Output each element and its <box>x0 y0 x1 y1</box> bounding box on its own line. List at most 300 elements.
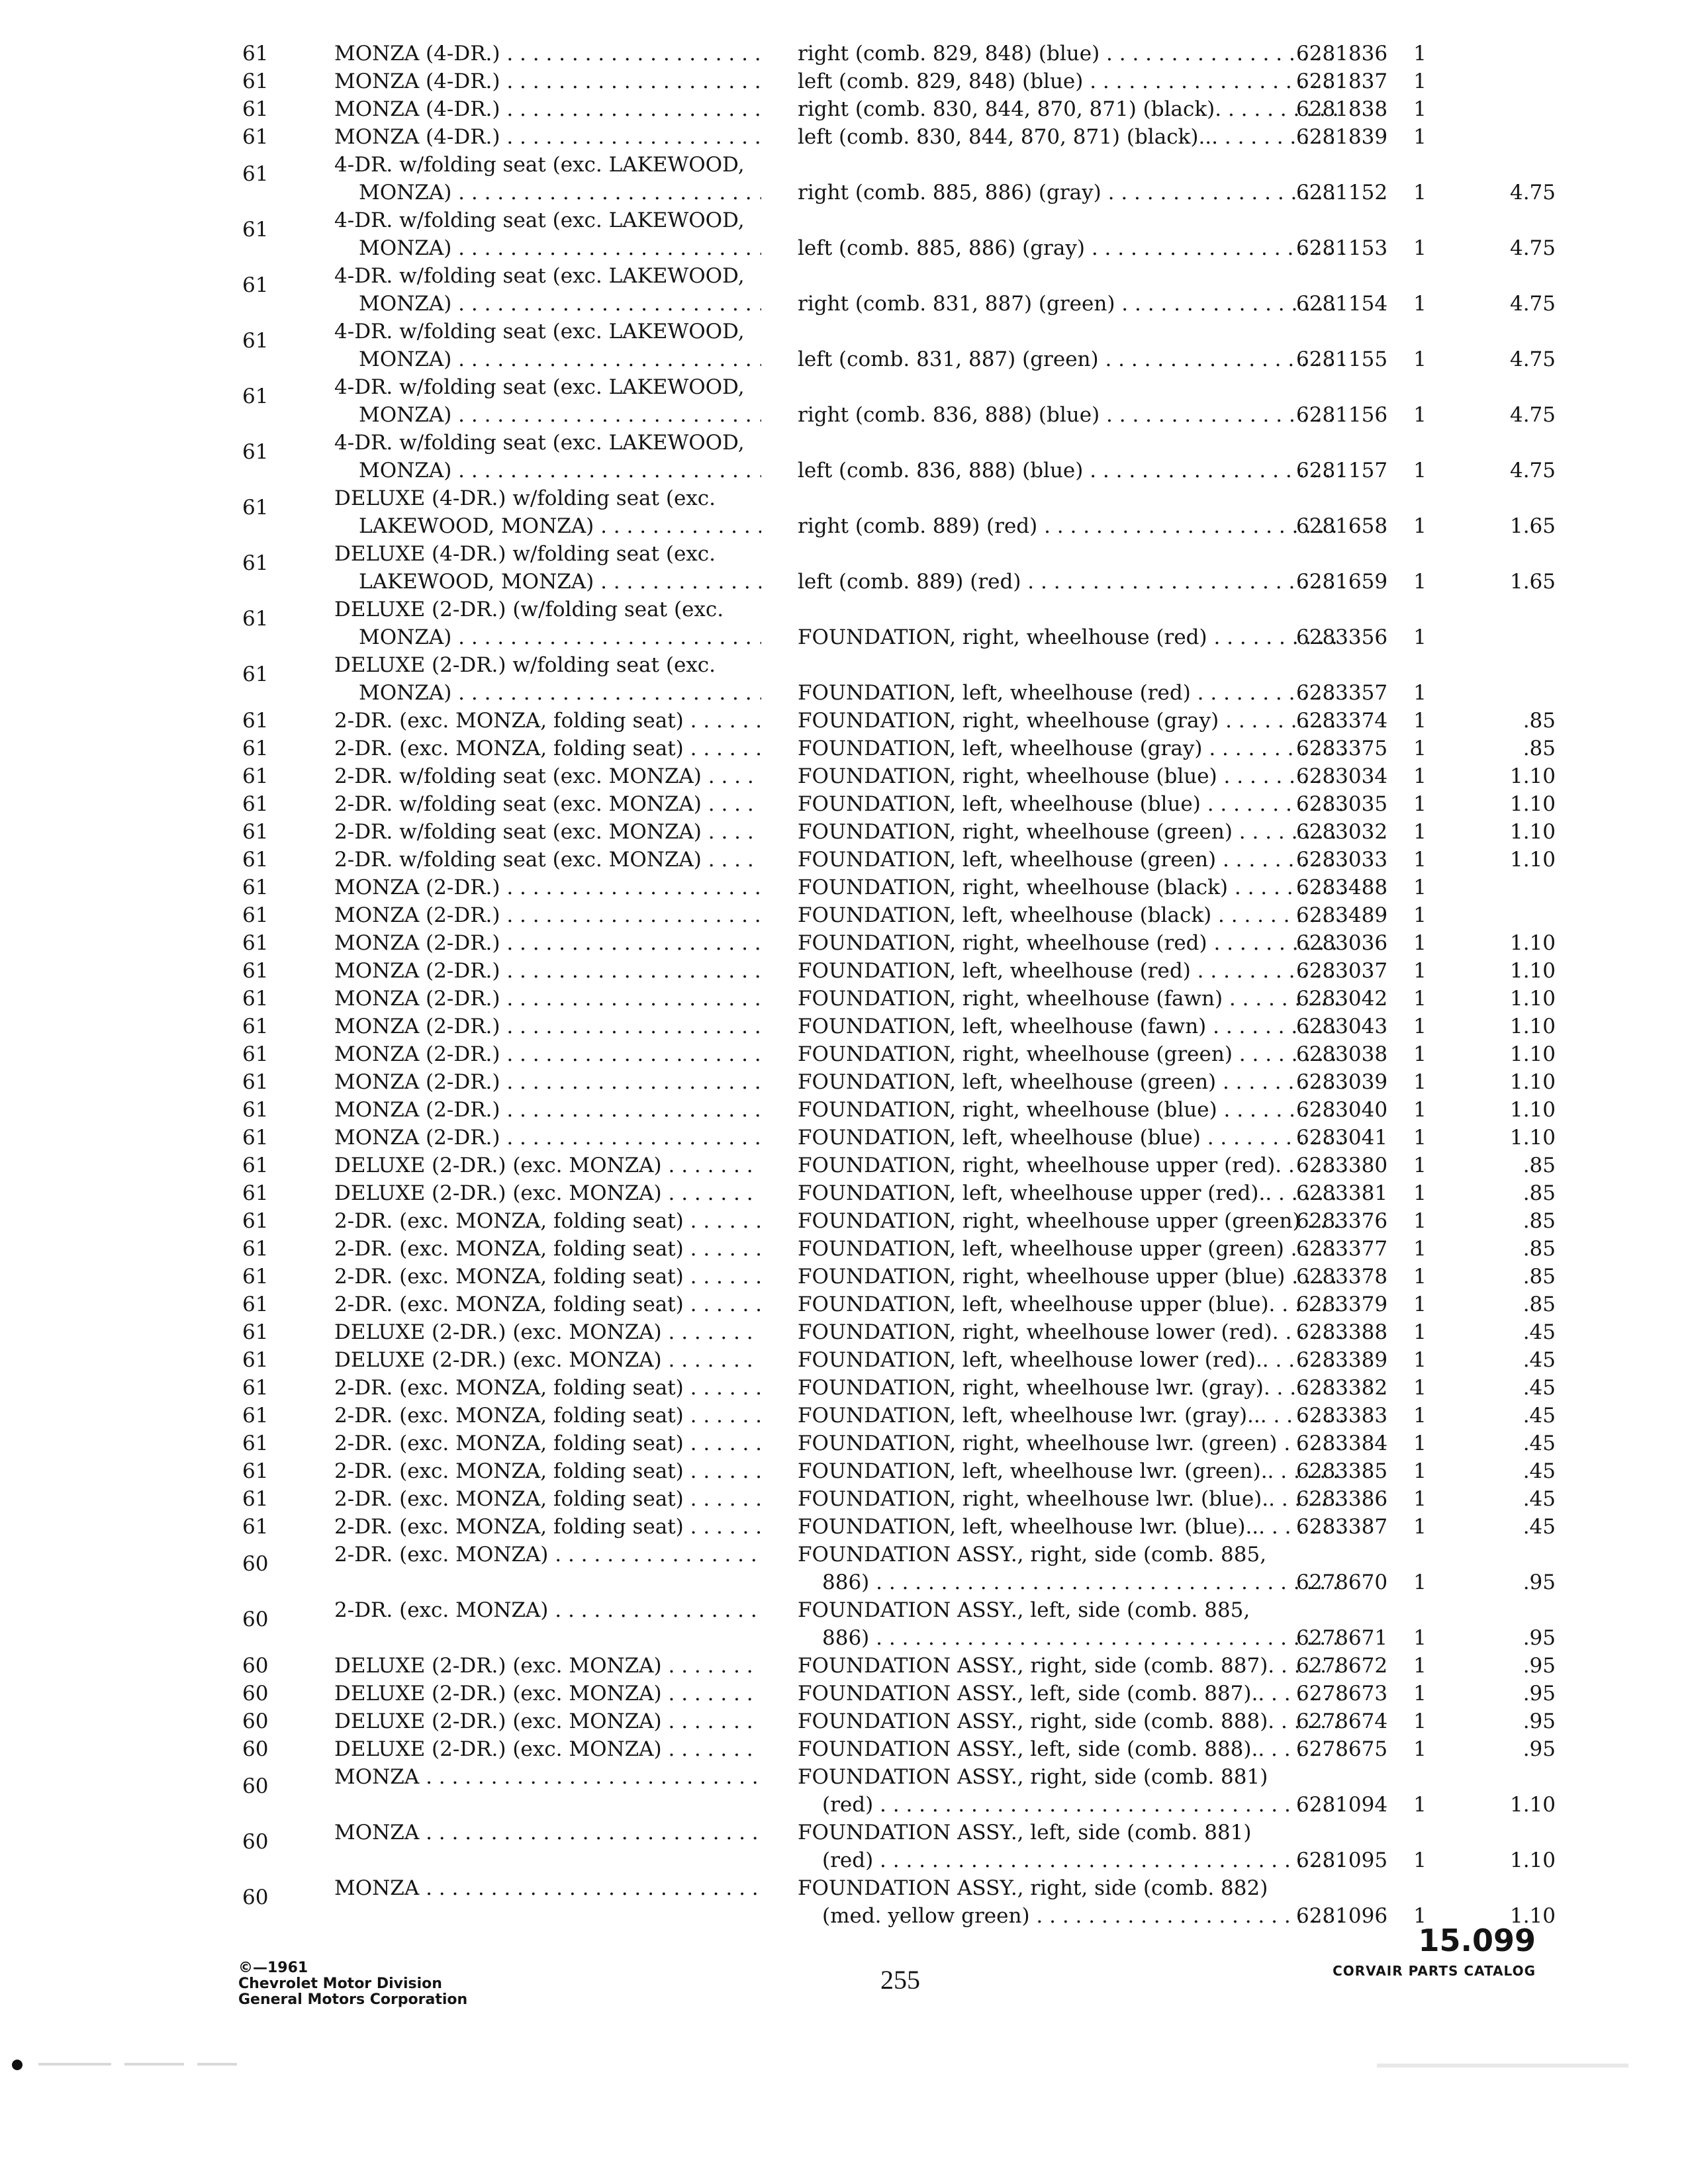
model-cell <box>334 707 761 735</box>
description-cell <box>798 1346 1344 1374</box>
model-line: 4-DR. w/folding seat (exc. LAKEWOOD, <box>334 431 745 455</box>
price-cell: 1.10 <box>1509 987 1556 1011</box>
price-cell: .45 <box>1523 1487 1556 1511</box>
model-line: 4-DR. w/folding seat (exc. LAKEWOOD, <box>334 375 745 399</box>
year-cell: 61 <box>242 1042 269 1066</box>
quantity-cell: 1 <box>1413 1098 1427 1122</box>
part-number-cell: 6283387 <box>1296 1515 1388 1539</box>
description-cell <box>798 262 1344 318</box>
part-number-cell: 6283032 <box>1296 820 1388 844</box>
year-cell: 61 <box>242 1098 269 1122</box>
quantity-cell: 1 <box>1413 1515 1427 1539</box>
part-number-cell: 6283488 <box>1296 876 1388 899</box>
model-line: 2-DR. (exc. MONZA, folding seat) . . . <box>334 1513 761 1541</box>
description-line: FOUNDATION ASSY., left, side (comb. 881) <box>798 1821 1252 1844</box>
part-number-cell: 6283040 <box>1296 1098 1388 1122</box>
quantity-cell: 1 <box>1413 1626 1427 1650</box>
year-cell: 61 <box>242 737 269 760</box>
model-line: MONZA (2-DR.) . . . <box>334 1013 761 1040</box>
description-cell <box>798 1013 1344 1040</box>
description-line: FOUNDATION, left, wheelhouse lwr. (gray)... . . . <box>798 1402 1344 1430</box>
year-cell: 61 <box>242 848 269 872</box>
quantity-cell: 1 <box>1413 292 1427 316</box>
description-cell <box>798 95 1344 123</box>
year-cell: 61 <box>242 69 269 93</box>
quantity-cell: 1 <box>1413 1682 1427 1706</box>
price-cell: .45 <box>1523 1432 1556 1455</box>
page-number: 255 <box>880 1965 920 1995</box>
table-row <box>225 373 1556 429</box>
year-cell: 61 <box>242 1209 269 1233</box>
part-number-cell: 6281094 <box>1296 1793 1388 1817</box>
part-number-cell: 6283356 <box>1296 625 1388 649</box>
description-line: FOUNDATION, left, wheelhouse (gray) . . . <box>798 735 1344 762</box>
table-row <box>225 1318 1556 1346</box>
part-number-cell: 6278673 <box>1296 1682 1388 1706</box>
price-cell: 1.10 <box>1509 1098 1556 1122</box>
table-row <box>225 262 1556 318</box>
price-cell: .85 <box>1523 1237 1556 1261</box>
price-cell: .85 <box>1523 1265 1556 1289</box>
quantity-cell: 1 <box>1413 514 1427 538</box>
price-cell: 4.75 <box>1509 403 1556 427</box>
model-line: 4-DR. w/folding seat (exc. LAKEWOOD, <box>334 320 745 343</box>
quantity-cell: 1 <box>1413 792 1427 816</box>
year-cell: 60 <box>242 1886 269 1909</box>
description-cell <box>798 929 1344 957</box>
quantity-cell: 1 <box>1413 459 1427 482</box>
table-row <box>225 929 1556 957</box>
description-cell <box>798 1541 1344 1596</box>
description-line: FOUNDATION, left, wheelhouse lwr. (green).. . . . <box>798 1457 1344 1485</box>
model-line: 2-DR. (exc. MONZA, folding seat) . . . <box>334 1207 761 1235</box>
description-line: FOUNDATION, right, wheelhouse (green) . . . <box>798 1040 1344 1068</box>
model-cell <box>334 151 761 206</box>
model-cell <box>334 1374 761 1402</box>
price-cell: .45 <box>1523 1515 1556 1539</box>
model-cell <box>334 1735 761 1763</box>
part-number-cell: 6281096 <box>1296 1904 1388 1928</box>
year-cell: 60 <box>242 1608 269 1631</box>
year-cell: 61 <box>242 551 269 575</box>
part-number-cell: 6281095 <box>1296 1848 1388 1872</box>
table-row <box>225 1207 1556 1235</box>
quantity-cell: 1 <box>1413 959 1427 983</box>
model-cell <box>334 1457 761 1485</box>
year-cell: 61 <box>242 959 269 983</box>
model-line: MONZA) . . . <box>334 234 761 262</box>
description-line: right (comb. 836, 888) (blue) . . . <box>798 401 1344 429</box>
year-cell: 60 <box>242 1552 269 1576</box>
description-cell <box>798 957 1344 985</box>
part-number-cell: 6283036 <box>1296 931 1388 955</box>
price-cell: 1.10 <box>1509 1793 1556 1817</box>
part-number-cell: 6283388 <box>1296 1320 1388 1344</box>
description-line: right (comb. 889) (red) . . . <box>798 512 1344 540</box>
description-line: FOUNDATION, left, wheelhouse upper (green) . . . <box>798 1235 1344 1263</box>
description-line <box>798 596 1344 623</box>
model-line: DELUXE (2-DR.) (w/folding seat (exc. <box>334 598 724 621</box>
part-number-cell: 6283038 <box>1296 1042 1388 1066</box>
description-cell <box>798 1291 1344 1318</box>
price-cell: .95 <box>1523 1654 1556 1678</box>
quantity-cell: 1 <box>1413 347 1427 371</box>
model-line: MONZA) . . . <box>334 290 761 318</box>
table-row <box>225 429 1556 484</box>
quantity-cell: 1 <box>1413 1654 1427 1678</box>
part-number-cell: 6283375 <box>1296 737 1388 760</box>
year-cell: 61 <box>242 820 269 844</box>
price-cell: 4.75 <box>1509 292 1556 316</box>
table-row <box>225 957 1556 985</box>
price-cell: .85 <box>1523 1209 1556 1233</box>
table-row <box>225 1346 1556 1374</box>
description-cell <box>798 40 1344 68</box>
description-line: FOUNDATION ASSY., left, side (comb. 885, <box>798 1598 1250 1622</box>
year-cell: 61 <box>242 125 269 149</box>
table-row <box>225 1013 1556 1040</box>
price-cell: .45 <box>1523 1404 1556 1428</box>
quantity-cell: 1 <box>1413 820 1427 844</box>
quantity-cell: 1 <box>1413 764 1427 788</box>
model-cell <box>334 651 761 707</box>
model-line: 2-DR. (exc. MONZA, folding seat) . . . <box>334 1263 761 1291</box>
table-row <box>225 1819 1556 1874</box>
description-cell <box>798 1513 1344 1541</box>
description-cell <box>798 1819 1344 1874</box>
quantity-cell: 1 <box>1413 1209 1427 1233</box>
model-line: 2-DR. w/folding seat (exc. MONZA) . . . <box>334 846 761 874</box>
quantity-cell: 1 <box>1413 737 1427 760</box>
year-cell: 61 <box>242 1126 269 1150</box>
model-cell <box>334 1763 761 1791</box>
description-line <box>798 540 1344 568</box>
price-cell: .95 <box>1523 1737 1556 1761</box>
part-number-cell: 6283386 <box>1296 1487 1388 1511</box>
quantity-cell: 1 <box>1413 1793 1427 1817</box>
quantity-cell: 1 <box>1413 848 1427 872</box>
table-row <box>225 1652 1556 1680</box>
description-line: FOUNDATION ASSY., left, side (comb. 887).. . . . <box>798 1680 1344 1707</box>
quantity-cell: 1 <box>1413 709 1427 733</box>
table-row <box>225 1124 1556 1152</box>
description-cell <box>798 1485 1344 1513</box>
publisher-block <box>238 1960 467 2008</box>
year-cell: 61 <box>242 162 269 186</box>
part-number-cell: 6281839 <box>1296 125 1388 149</box>
part-number-cell: 6283041 <box>1296 1126 1388 1150</box>
model-line: MONZA (2-DR.) . . . <box>334 1040 761 1068</box>
price-cell: .85 <box>1523 1181 1556 1205</box>
quantity-cell: 1 <box>1413 1126 1427 1150</box>
table-row <box>225 1235 1556 1263</box>
description-cell <box>798 206 1344 262</box>
model-cell <box>334 484 761 540</box>
description-line: FOUNDATION, left, wheelhouse (red) . . . <box>798 957 1344 985</box>
description-line: FOUNDATION ASSY., right, side (comb. 885, <box>798 1543 1267 1567</box>
year-cell: 60 <box>242 1830 269 1854</box>
table-row <box>225 735 1556 762</box>
description-line: FOUNDATION, right, wheelhouse (fawn) . . . <box>798 985 1344 1013</box>
year-cell: 60 <box>242 1774 269 1798</box>
model-line: DELUXE (2-DR.) (exc. MONZA) . . . <box>334 1346 761 1374</box>
description-cell <box>798 1402 1344 1430</box>
table-row <box>225 318 1556 373</box>
parts-table <box>225 40 1556 1930</box>
year-cell: 61 <box>242 876 269 899</box>
description-cell <box>798 1680 1344 1707</box>
model-cell <box>334 1263 761 1291</box>
quantity-cell: 1 <box>1413 1904 1427 1928</box>
model-cell <box>334 1096 761 1124</box>
year-cell: 61 <box>242 1265 269 1289</box>
quantity-cell: 1 <box>1413 1459 1427 1483</box>
model-cell <box>334 1068 761 1096</box>
model-line: MONZA) . . . <box>334 179 761 206</box>
year-cell: 60 <box>242 1654 269 1678</box>
price-cell: 1.10 <box>1509 848 1556 872</box>
table-row <box>225 484 1556 540</box>
part-number-cell: 6283035 <box>1296 792 1388 816</box>
table-row <box>225 1096 1556 1124</box>
model-cell <box>334 1513 761 1541</box>
description-line: right (comb. 829, 848) (blue) . . . <box>798 40 1344 68</box>
model-cell <box>334 1819 761 1846</box>
year-cell: 61 <box>242 1515 269 1539</box>
model-line: 2-DR. (exc. MONZA, folding seat) . . . <box>334 1430 761 1457</box>
description-cell <box>798 1096 1344 1124</box>
description-line: FOUNDATION, left, wheelhouse upper (blue). . . . <box>798 1291 1344 1318</box>
model-line: MONZA (2-DR.) . . . <box>334 901 761 929</box>
model-line: 4-DR. w/folding seat (exc. LAKEWOOD, <box>334 264 745 288</box>
quantity-cell: 1 <box>1413 1265 1427 1289</box>
quantity-cell: 1 <box>1413 987 1427 1011</box>
model-line: MONZA . . . <box>334 1763 761 1791</box>
model-line: MONZA (2-DR.) . . . <box>334 874 761 901</box>
description-line <box>798 151 1344 179</box>
description-line: 886) . . . <box>798 1569 1344 1596</box>
model-cell <box>334 1874 761 1902</box>
year-cell: 61 <box>242 792 269 816</box>
description-line: FOUNDATION, right, wheelhouse upper (green) . . . <box>798 1207 1344 1235</box>
model-line: MONZA (2-DR.) . . . <box>334 957 761 985</box>
table-row <box>225 596 1536 651</box>
quantity-cell: 1 <box>1413 97 1427 121</box>
model-line: DELUXE (2-DR.) (exc. MONZA) . . . <box>334 1179 761 1207</box>
part-number-cell: 6278670 <box>1296 1570 1388 1594</box>
description-line: 886) . . . <box>798 1624 1344 1652</box>
division-text: Chevrolet Motor Division <box>238 1976 442 1992</box>
model-cell <box>334 1680 761 1707</box>
description-line: FOUNDATION, right, wheelhouse (blue) . . . <box>798 1096 1344 1124</box>
scan-speck <box>197 2063 237 2066</box>
model-line: DELUXE (2-DR.) (exc. MONZA) . . . <box>334 1152 761 1179</box>
model-cell <box>334 1346 761 1374</box>
description-line <box>798 262 1344 290</box>
model-line: MONZA . . . <box>334 1874 761 1902</box>
year-cell: 61 <box>242 1487 269 1511</box>
description-line: left (comb. 885, 886) (gray) . . . <box>798 234 1344 262</box>
description-line: FOUNDATION, right, wheelhouse (red) . . . <box>798 929 1344 957</box>
description-line: (med. yellow green) . . . <box>798 1902 1344 1930</box>
price-cell: 1.10 <box>1509 1015 1556 1038</box>
description-line: FOUNDATION, left, wheelhouse (blue) . . . <box>798 1124 1344 1152</box>
table-row <box>225 1374 1556 1402</box>
table-row <box>225 1179 1556 1207</box>
part-number-cell: 6283385 <box>1296 1459 1388 1483</box>
year-cell: 61 <box>242 903 269 927</box>
model-cell <box>334 1013 761 1040</box>
year-cell: 61 <box>242 1432 269 1455</box>
description-line: (red) . . . <box>798 1791 1344 1819</box>
year-cell: 61 <box>242 662 269 686</box>
model-line: MONZA (2-DR.) . . . <box>334 1124 761 1152</box>
table-row <box>225 1402 1556 1430</box>
description-cell <box>798 901 1344 929</box>
model-line: 4-DR. w/folding seat (exc. LAKEWOOD, <box>334 153 745 177</box>
model-cell <box>334 1152 761 1179</box>
quantity-cell: 1 <box>1413 1404 1427 1428</box>
model-cell <box>334 262 761 318</box>
quantity-cell: 1 <box>1413 1154 1427 1177</box>
description-cell <box>798 429 1344 484</box>
description-line: right (comb. 830, 844, 870, 871) (black). . . . <box>798 95 1344 123</box>
model-cell <box>334 318 761 373</box>
model-line: 2-DR. (exc. MONZA, folding seat) . . . <box>334 1402 761 1430</box>
table-row <box>225 1430 1556 1457</box>
quantity-cell: 1 <box>1413 1293 1427 1316</box>
quantity-cell: 1 <box>1413 1015 1427 1038</box>
table-row <box>225 151 1556 206</box>
model-cell <box>334 874 761 901</box>
description-line: FOUNDATION ASSY., right, side (comb. 882) <box>798 1876 1268 1900</box>
year-cell: 61 <box>242 931 269 955</box>
year-cell: 61 <box>242 1404 269 1428</box>
table-row <box>225 1707 1556 1735</box>
part-number-cell: 6281152 <box>1296 181 1388 205</box>
table-row <box>225 1541 1556 1596</box>
year-cell: 61 <box>242 329 269 353</box>
model-line: 2-DR. (exc. MONZA, folding seat) . . . <box>334 735 761 762</box>
price-cell: 1.10 <box>1509 820 1556 844</box>
model-cell <box>334 957 761 985</box>
description-line <box>798 373 1344 401</box>
description-cell <box>798 123 1344 151</box>
table-row <box>225 1763 1556 1819</box>
part-number-cell: 6283378 <box>1296 1265 1388 1289</box>
model-cell <box>334 1124 761 1152</box>
table-row <box>225 1596 1556 1652</box>
price-cell: .95 <box>1523 1682 1556 1706</box>
description-line: FOUNDATION, left, wheelhouse (green) . . . <box>798 846 1344 874</box>
description-line: FOUNDATION, right, wheelhouse (blue) . . . <box>798 762 1344 790</box>
description-line: FOUNDATION, right, wheelhouse lwr. (green) . . . <box>798 1430 1344 1457</box>
quantity-cell: 1 <box>1413 1487 1427 1511</box>
quantity-cell: 1 <box>1413 1237 1427 1261</box>
quantity-cell: 1 <box>1413 42 1427 66</box>
model-line: 2-DR. (exc. MONZA, folding seat) . . . <box>334 707 761 735</box>
table-row <box>225 123 1536 151</box>
price-cell: .85 <box>1523 737 1556 760</box>
model-line: MONZA (2-DR.) . . . <box>334 1068 761 1096</box>
part-number-cell: 6283382 <box>1296 1376 1388 1400</box>
part-number-cell: 6281838 <box>1296 97 1388 121</box>
part-number-cell: 6283384 <box>1296 1432 1388 1455</box>
year-cell: 61 <box>242 42 269 66</box>
price-cell: .85 <box>1523 1154 1556 1177</box>
description-line: FOUNDATION, right, wheelhouse (green) . . . <box>798 818 1344 846</box>
description-line: FOUNDATION, left, wheelhouse (black) . . . <box>798 901 1344 929</box>
part-number-cell: 6283042 <box>1296 987 1388 1011</box>
model-cell <box>334 1402 761 1430</box>
description-line: FOUNDATION, right, wheelhouse (red) . . . <box>798 623 1344 651</box>
quantity-cell: 1 <box>1413 625 1427 649</box>
part-number-cell: 6281153 <box>1296 236 1388 260</box>
model-cell <box>334 818 761 846</box>
description-line: FOUNDATION, left, wheelhouse (blue) . . . <box>798 790 1344 818</box>
part-number-cell: 6283389 <box>1296 1348 1388 1372</box>
table-row <box>225 1291 1556 1318</box>
price-cell: .45 <box>1523 1320 1556 1344</box>
table-row <box>225 68 1536 95</box>
price-cell: 4.75 <box>1509 347 1556 371</box>
model-line: 2-DR. (exc. MONZA, folding seat) . . . <box>334 1485 761 1513</box>
year-cell: 61 <box>242 1015 269 1038</box>
quantity-cell: 1 <box>1413 903 1427 927</box>
part-number-cell: 6283379 <box>1296 1293 1388 1316</box>
model-cell <box>334 596 761 651</box>
year-cell: 61 <box>242 607 269 631</box>
description-line: FOUNDATION, right, wheelhouse (gray) . . . <box>798 707 1344 735</box>
year-cell: 61 <box>242 1376 269 1400</box>
model-cell <box>334 762 761 790</box>
description-cell <box>798 790 1344 818</box>
part-number-cell: 6278675 <box>1296 1737 1388 1761</box>
model-line: DELUXE (2-DR.) (exc. MONZA) . . . <box>334 1707 761 1735</box>
quantity-cell: 1 <box>1413 1709 1427 1733</box>
quantity-cell: 1 <box>1413 1376 1427 1400</box>
description-line: right (comb. 831, 887) (green) . . . <box>798 290 1344 318</box>
description-cell <box>798 1152 1344 1179</box>
description-cell <box>798 735 1344 762</box>
model-line: 2-DR. w/folding seat (exc. MONZA) . . . <box>334 818 761 846</box>
description-cell <box>798 762 1344 790</box>
quantity-cell: 1 <box>1413 1348 1427 1372</box>
price-cell: .95 <box>1523 1709 1556 1733</box>
part-number-cell: 6283034 <box>1296 764 1388 788</box>
description-cell <box>798 818 1344 846</box>
part-number-cell: 6281836 <box>1296 42 1388 66</box>
table-row <box>225 95 1536 123</box>
model-cell <box>334 929 761 957</box>
model-line: MONZA (2-DR.) . . . <box>334 929 761 957</box>
table-row <box>225 1457 1556 1485</box>
model-line: LAKEWOOD, MONZA) . . . <box>334 512 761 540</box>
table-row <box>225 540 1556 596</box>
price-cell: .45 <box>1523 1459 1556 1483</box>
description-line: left (comb. 836, 888) (blue) . . . <box>798 457 1344 484</box>
description-line <box>798 318 1344 345</box>
quantity-cell: 1 <box>1413 125 1427 149</box>
part-number-cell: 6283381 <box>1296 1181 1388 1205</box>
table-row <box>225 707 1556 735</box>
model-cell <box>334 373 761 429</box>
model-line: MONZA (2-DR.) . . . <box>334 985 761 1013</box>
table-row <box>225 985 1556 1013</box>
part-number-cell: 6281658 <box>1296 514 1388 538</box>
scan-smudge <box>12 2060 356 2069</box>
description-cell <box>798 540 1344 596</box>
